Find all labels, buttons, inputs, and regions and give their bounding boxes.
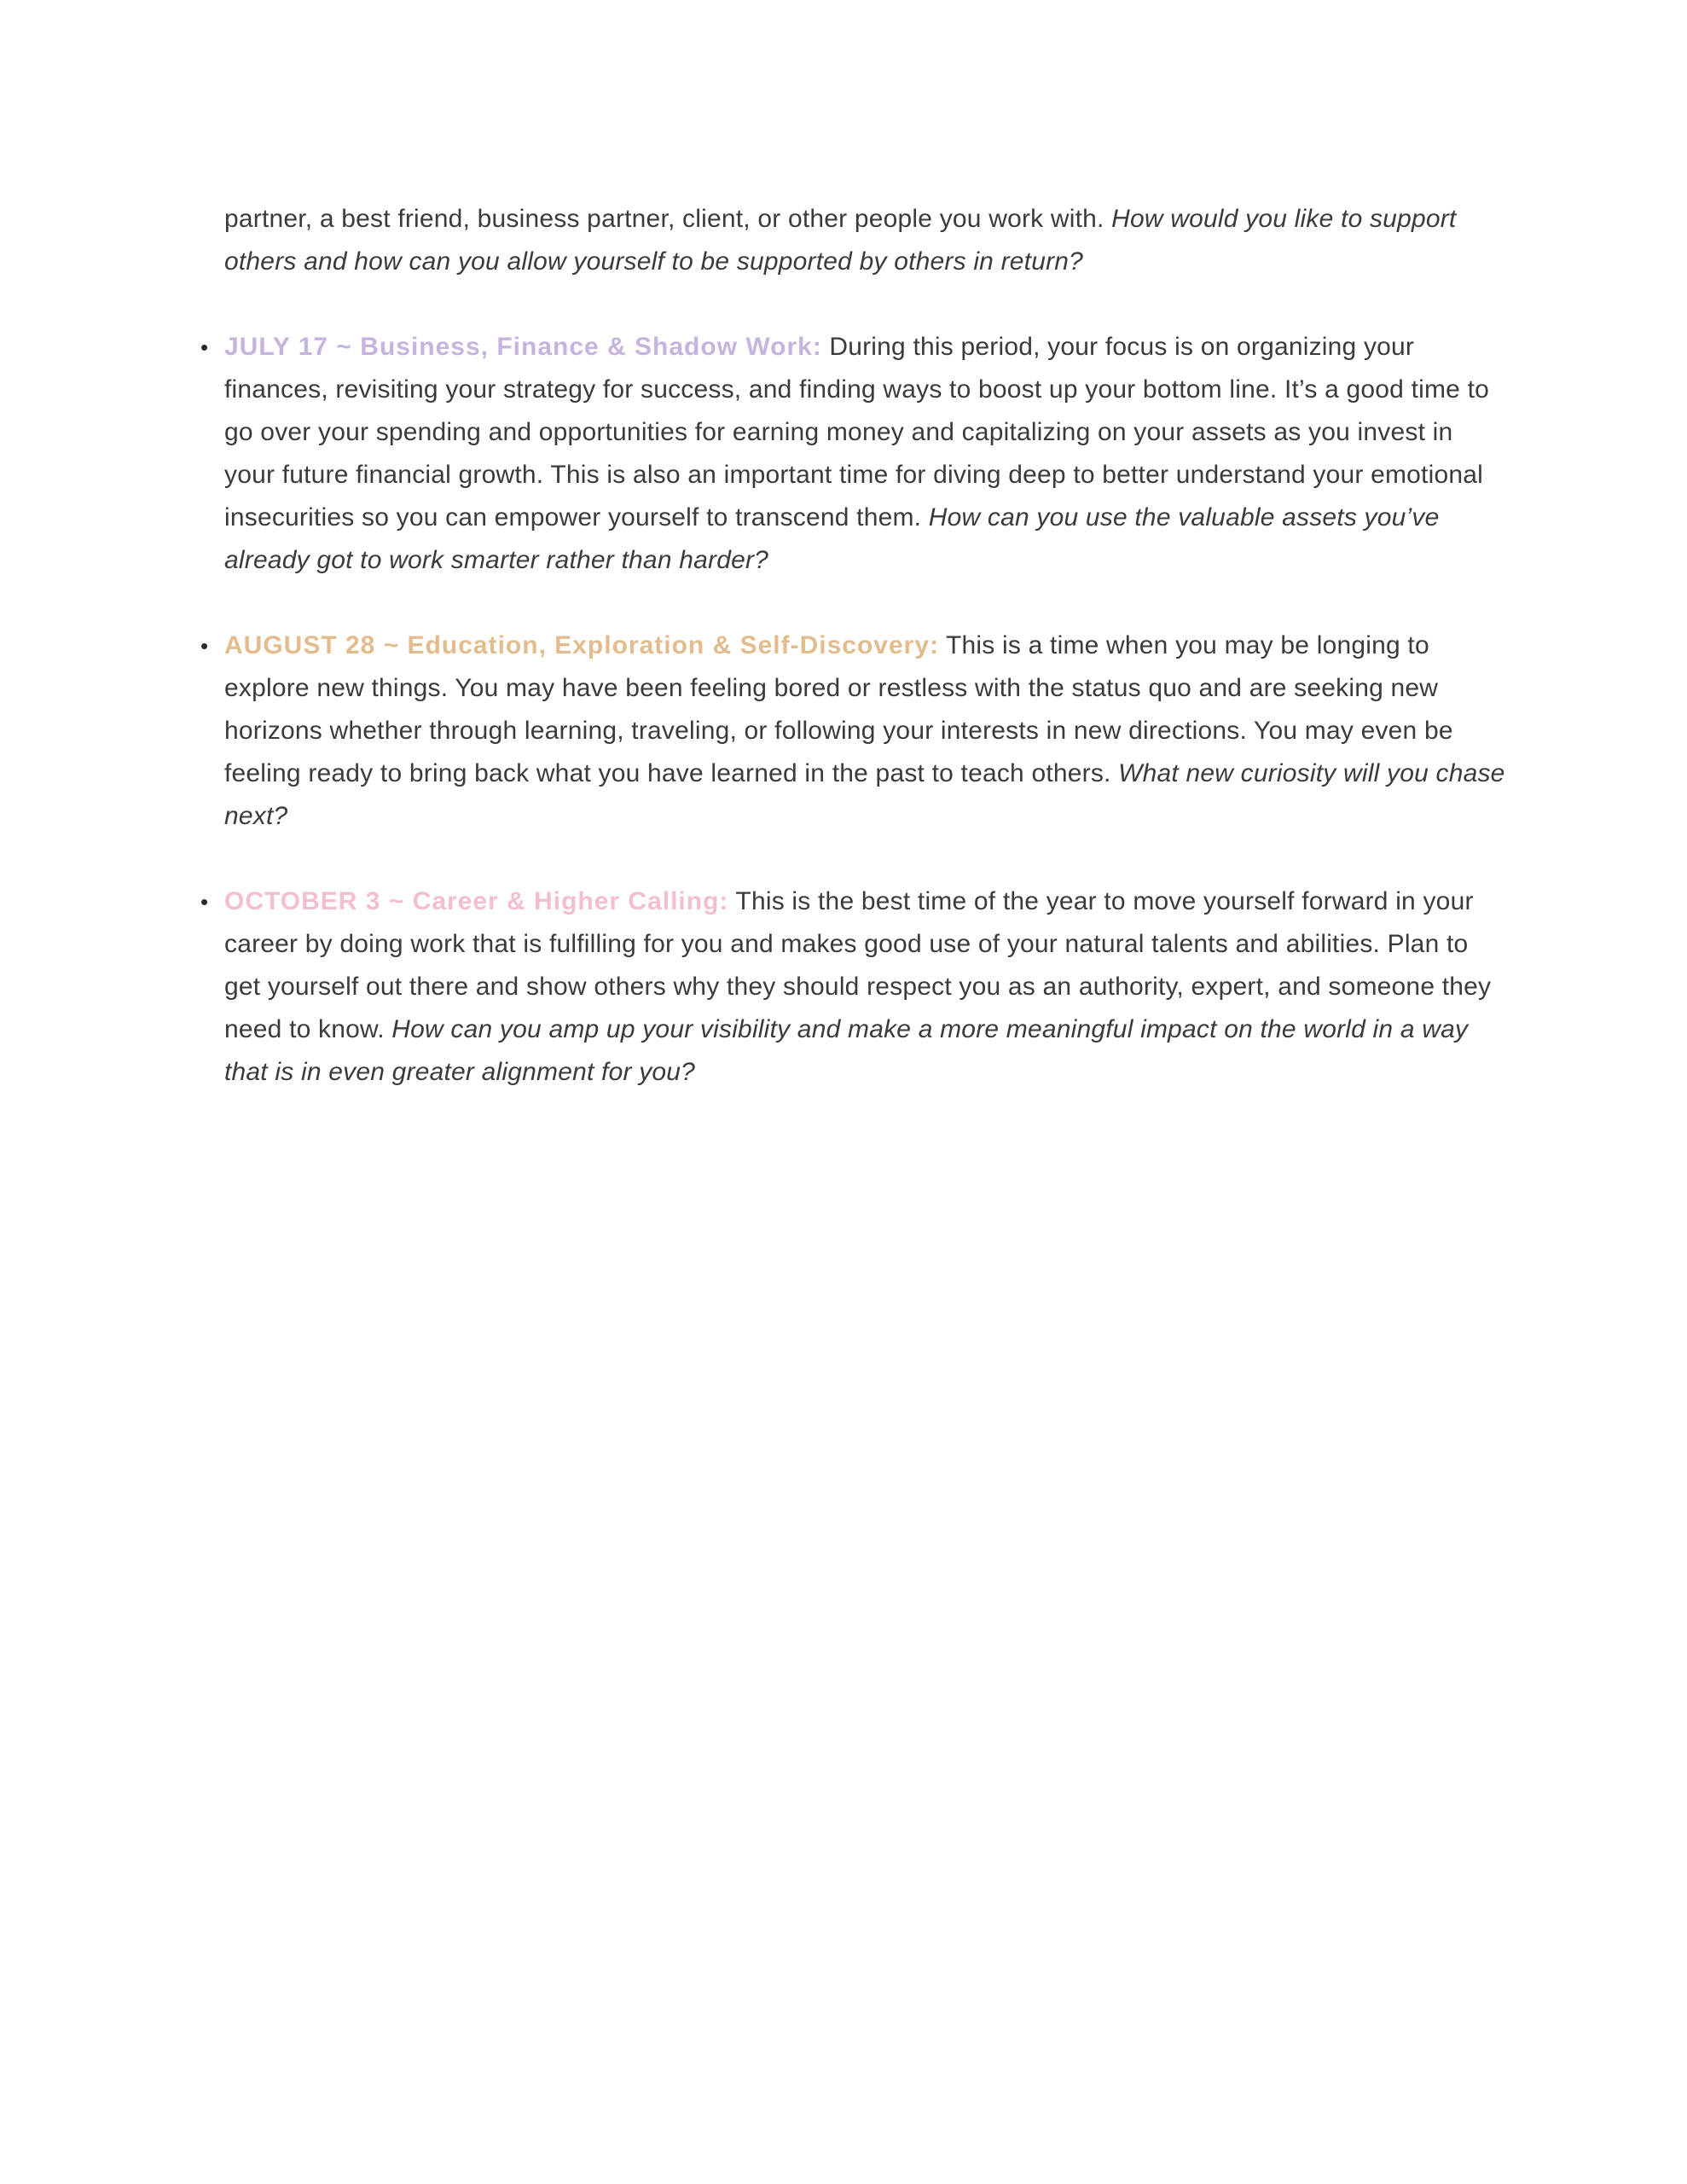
- italic-question-august-28: What new curiosity will you chase next?: [224, 759, 1505, 830]
- date-heading-october-3: OCTOBER 3 ~ Career & Higher Calling:: [224, 887, 729, 915]
- italic-question-october-3: How can you amp up your visibility and make a more meaningful impact on the world in a way that is in even greater alignment for you?: [224, 1015, 1469, 1086]
- body-text-august-28: This is a time when you may be longing to explore new things. You may have been feeling bored or restless with the status quo and are seeking new horizons whether through learning, traveling, or following your interests in new directions. You may even be feeling ready to bring back what you have learned in the past to teach others.: [224, 631, 1453, 787]
- italic-question-july-17: How can you use the valuable assets you’ve already got to work smarter rather than harder?: [224, 503, 1440, 574]
- bullet-marker: •: [200, 889, 209, 915]
- list-item-august-28: [200, 624, 1508, 838]
- list-item-text: [224, 624, 1508, 838]
- bullet-marker: •: [200, 334, 209, 360]
- bullet-marker: •: [200, 633, 209, 659]
- body-text-july-17: During this period, your focus is on organizing your finances, revisiting your strategy for success, and finding ways to boost up your bottom line. It’s a good time to go over your spending and opportunities for earning money and capitalizing on your assets as you invest in your future financial growth. This is also an important time for diving deep to better understand your emotional insecurities so you can empower yourself to transcend them.: [224, 333, 1489, 531]
- body-text-october-3: This is the best time of the year to move yourself forward in your career by doing work that is fulfilling for you and makes good use of your natural talents and abilities. Plan to get yourself out there and show others why they should respect you as an authority, expert, and someone they need to know.: [224, 887, 1492, 1043]
- date-heading-august-28: AUGUST 28 ~ Education, Exploration & Self-Discovery:: [224, 631, 940, 659]
- list-item-text: [224, 326, 1508, 582]
- intro-regular-text: partner, a best friend, business partner, client, or other people you work with.: [224, 205, 1112, 233]
- intro-italic-question: How would you like to support others and how can you allow yourself to be supported by others in return?: [224, 205, 1457, 276]
- list-item-july-17: [200, 326, 1508, 582]
- list-item-text: [224, 880, 1508, 1094]
- page-content: [200, 198, 1508, 1094]
- date-heading-july-17: JULY 17 ~ Business, Finance & Shadow Work:: [224, 333, 822, 361]
- list-item-october-3: [200, 880, 1508, 1094]
- intro-paragraph: [224, 198, 1508, 283]
